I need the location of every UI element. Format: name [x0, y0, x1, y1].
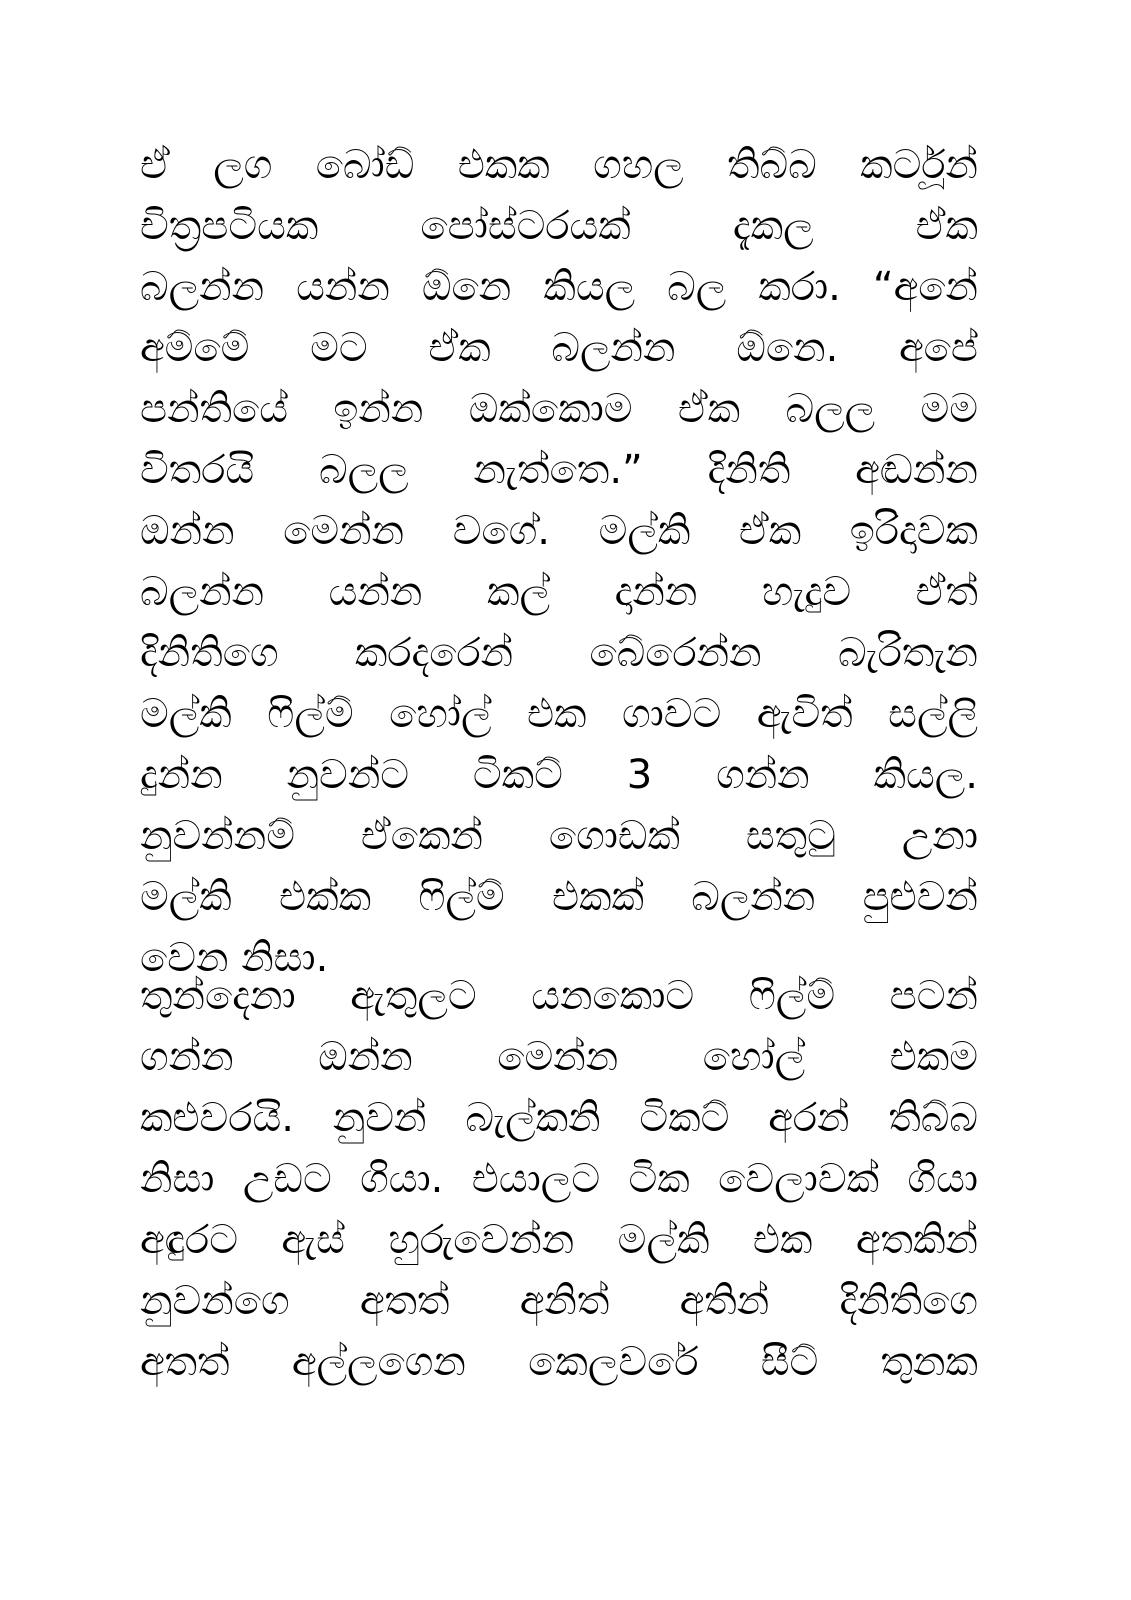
text-line: බලන්න යන්න කල් දාන්න හැදුව ඒත්	[140, 569, 978, 615]
text-line: අම්මේ මට ඒක බලන්න ඕනෙ. අපේ	[140, 325, 978, 371]
text-line: මල්කි ෆිල්ම් හෝල් එක ගාවට ඇවිත් සල්ලි	[140, 691, 978, 737]
text-line: දිනිතිගෙ කරදරෙන් බේරෙන්න බැරිතැන	[140, 630, 978, 676]
text-line: නිසා උඩට ගියා. එයාලට ටික වෙලාවක් ගියා	[140, 1156, 978, 1202]
text-line: පන්තියේ ඉන්න ඔක්කොම ඒක බලල මම	[140, 386, 978, 432]
text-line: බලන්න යන්න ඕනෙ කියල බල කරා. “අනේ	[140, 264, 978, 310]
text-line: නුවන්ගෙ අතත් අනිත් අතින් දිනිතිගෙ	[140, 1278, 978, 1324]
text-line: ගන්න ඔන්න මෙන්න හෝල් එකම	[140, 1034, 978, 1080]
text-line: මල්කි එක්ක ෆිල්ම් එකක් බලන්න පුළුවන්	[140, 874, 978, 920]
text-line: ඔන්න මෙන්න වගේ. මල්කි ඒක ඉරිදාවක	[140, 508, 978, 554]
text-line: විතරයි බලල නැත්තෙ.” දිනිති අඬන්න	[140, 447, 978, 493]
text-line: නුවන්නම් ඒකෙන් ගොඩක් සතුටු උනා	[140, 813, 978, 859]
paragraph-1	[140, 135, 978, 989]
text-line: තුන්දෙනා ඇතුලට යනකොට ෆිල්ම් පටන්	[140, 973, 978, 1019]
text-line: අතත් අල්ලගෙන කෙලවරේ සීට් තුනක	[140, 1339, 978, 1385]
paragraph-2	[140, 966, 978, 1393]
text-line: වෙන නිසා.	[140, 935, 329, 981]
text-line: අඳුරට ඇස් හුරුවෙන්න මල්කි එක අතකින්	[140, 1217, 978, 1263]
text-line: චිත්‍රපටියක පෝස්ටරයක් දැකල ඒක	[140, 203, 978, 249]
text-line: දුන්න නුවන්ට ටිකට් 3 ගන්න කියල.	[140, 752, 978, 798]
text-line: කළුවරයි. නුවන් බැල්කනි ටිකට් අරන් තිබ්බ	[140, 1095, 978, 1141]
text-line: ඒ ලග බෝඩ් එකක ගහල තිබ්බ කර්ටූන්	[140, 142, 978, 188]
